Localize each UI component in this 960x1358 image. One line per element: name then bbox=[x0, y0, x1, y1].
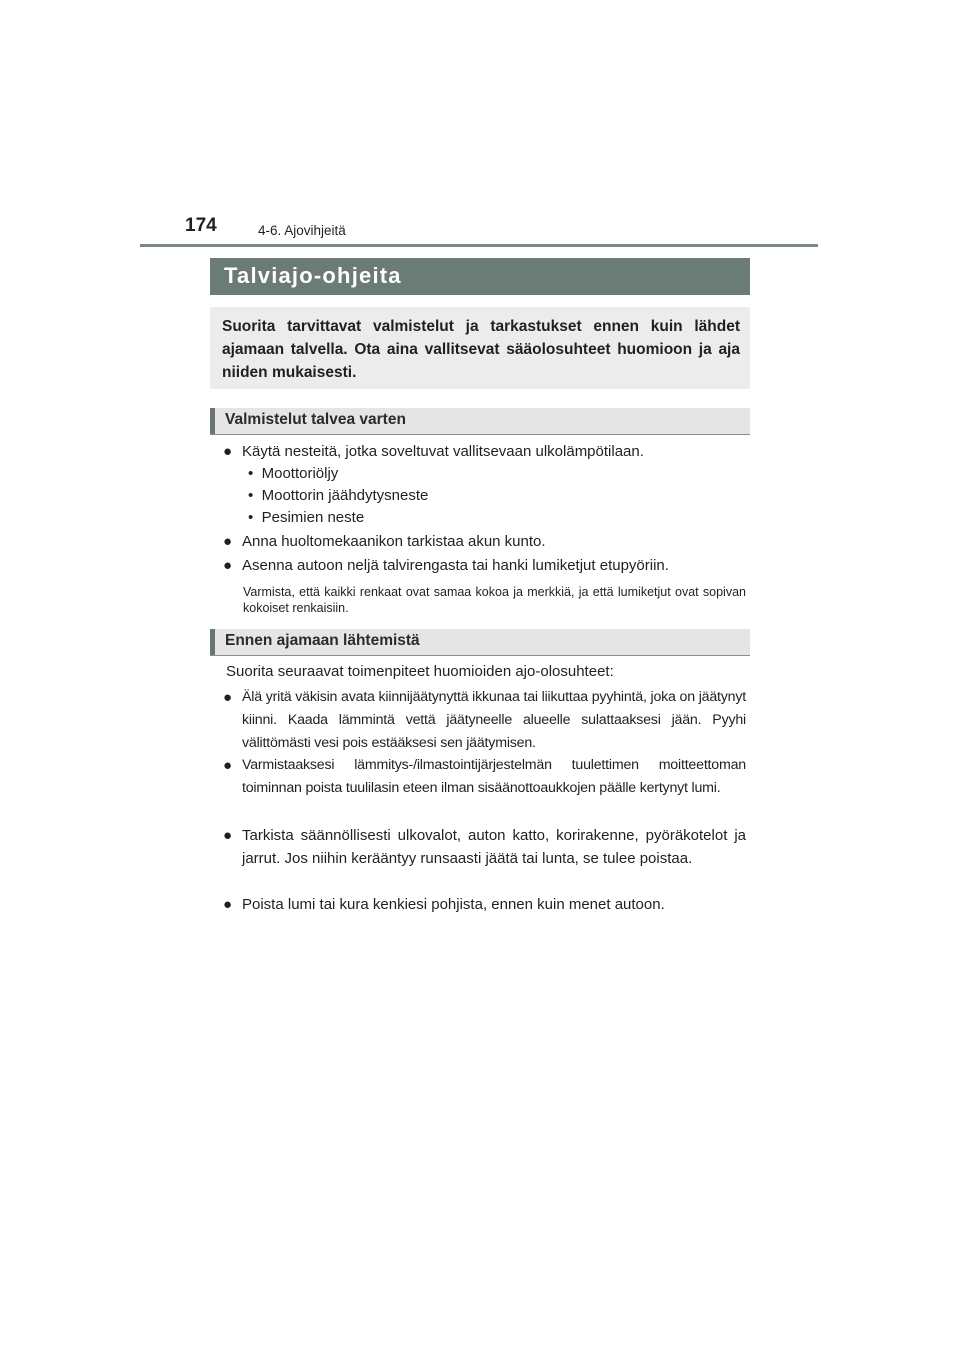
list-item: Käytä nesteitä, jotka soveltuvat vallitsevaan ulkolämpötilaan. bbox=[242, 443, 644, 460]
bullet-icon: ● bbox=[223, 689, 233, 706]
section-intro-text: Suorita seuraavat toimenpiteet huomioiden ajo-olosuhteet: bbox=[226, 663, 614, 680]
bullet-icon: ● bbox=[223, 757, 233, 774]
list-item: Poista lumi tai kura kenkiesi pohjista, ennen kuin menet autoon. bbox=[242, 896, 665, 913]
sub-bullet-icon: • bbox=[248, 487, 254, 504]
sub-list-item-text: Moottoriöljy bbox=[261, 465, 339, 482]
section-heading-before-driving bbox=[210, 629, 750, 656]
list-item: Asenna autoon neljä talvirengasta tai hanki lumiketjut etupyöriin. bbox=[242, 557, 669, 574]
bullet-icon: ● bbox=[223, 896, 233, 913]
title-bar bbox=[210, 258, 750, 295]
intro-box bbox=[210, 307, 750, 389]
intro-text: Suorita tarvittavat valmistelut ja tarkastukset ennen kuin lähdet ajamaan talvella. Ota aina vallitsevat sääolosuhteet huomioon ja aja niiden mukaisesti. bbox=[222, 318, 740, 381]
list-item: Anna huoltomekaanikon tarkistaa akun kunto. bbox=[242, 533, 546, 550]
page-header bbox=[140, 214, 818, 246]
note-text: Varmista, että kaikki renkaat ovat samaa kokoa ja merkkiä, ja että lumiketjut ovat sopivan kokoiset renkaisiin. bbox=[243, 585, 746, 615]
list-item: Älä yritä väkisin avata kiinnijäätynyttä ikkunaa tai liikuttaa pyyhintä, joka on jäätynyt kiinni. Kaada lämmintä vettä jäätyneelle alueelle sulattaaksesi jään. Pyyhi välittömästi vesi pois estääksesi sen jäätymisen. bbox=[242, 689, 746, 751]
page-title: Talviajo-ohjeita bbox=[224, 263, 402, 288]
section-heading-label: Valmistelut talvea varten bbox=[225, 411, 406, 428]
sub-list-item bbox=[248, 485, 428, 507]
section-heading-preparations bbox=[210, 408, 750, 435]
bullet-icon: ● bbox=[223, 443, 233, 460]
header-divider bbox=[140, 244, 818, 247]
page-number: 174 bbox=[185, 215, 217, 236]
sub-list-item-text: Moottorin jäähdytysneste bbox=[261, 487, 429, 504]
bullet-icon: ● bbox=[223, 557, 233, 574]
sub-list-item-text: Pesimien neste bbox=[261, 509, 365, 526]
sub-list-item bbox=[248, 507, 364, 529]
bullet-icon: ● bbox=[223, 827, 233, 844]
sub-list-item bbox=[248, 463, 338, 485]
list-item: Varmistaaksesi lämmitys-/ilmastointijärjestelmän tuulettimen moitteettoman toiminnan poista tuulilasin eteen ilman sisäänottoaukkojen päälle kertynyt lumi. bbox=[242, 757, 746, 796]
chapter-label: 4-6. Ajovihjeitä bbox=[258, 223, 346, 238]
sub-bullet-icon: • bbox=[248, 465, 254, 482]
bullet-icon: ● bbox=[223, 533, 233, 550]
section-heading-label: Ennen ajamaan lähtemistä bbox=[225, 632, 420, 649]
sub-bullet-icon: • bbox=[248, 509, 254, 526]
list-item: Tarkista säännöllisesti ulkovalot, auton katto, korirakenne, pyöräkotelot ja jarrut. Jos niihin kerääntyy runsaasti jäätä tai lunta, se tulee poistaa. bbox=[242, 827, 746, 867]
